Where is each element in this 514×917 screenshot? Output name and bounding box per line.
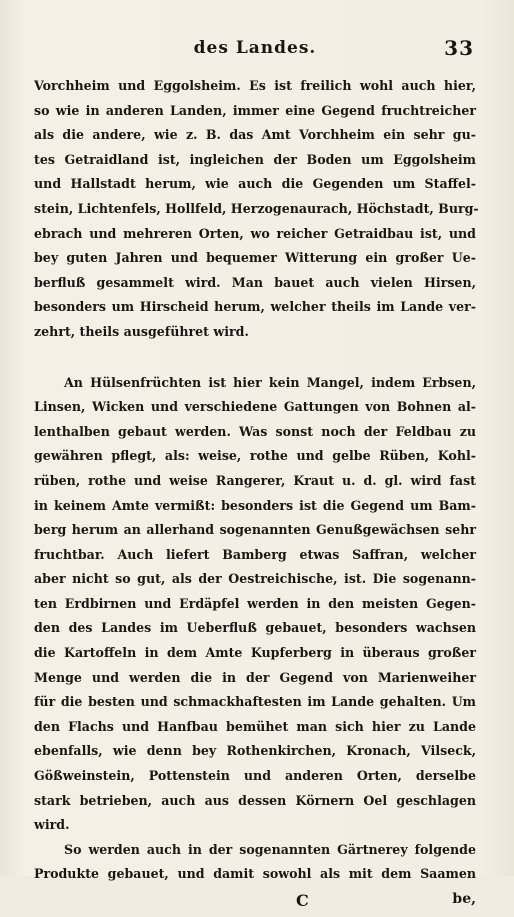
text-line: An Hülsenfrüchten ist hier kein Mangel, indem Erbsen,: [64, 374, 476, 390]
text-line: in keinem Amte vermißt: besonders ist die Gegend um Bam-: [34, 497, 476, 513]
text-line: fruchtbar. Auch liefert Bamberg etwas Saffran, welcher: [34, 546, 476, 562]
paragraph-gap: [34, 345, 476, 371]
text-line: lenthalben gebaut werden. Was sonst noch der Feldbau zu: [34, 423, 476, 439]
text-line: für die besten und schmackhaftesten im Lande gehalten. Um: [34, 694, 476, 710]
text-line: bey guten Jahren und bequemer Witterung ein großer Ue-: [34, 250, 476, 266]
text-line: berfluß gesammelt wird. Man bauet auch vielen Hirsen,: [34, 274, 476, 290]
text-line: tes Getraidland ist, ingleichen der Boden um Eggolsheim: [34, 151, 476, 167]
text-line: den des Landes im Ueberfluß gebauet, besonders wachsen: [34, 620, 476, 636]
text-line: und Hallstadt herum, wie auch die Gegenden um Staffel-: [34, 176, 476, 192]
text-line: Linsen, Wicken und verschiedene Gattungen von Bohnen al-: [34, 399, 476, 415]
text-line: Menge und werden die in der Gegend von Marienweiher: [34, 669, 476, 685]
text-line: ebrach und mehreren Orten, wo reicher Getraidbau ist, und: [34, 225, 476, 241]
text-line: Gößweinstein, Pottenstein und anderen Orten, derselbe: [34, 768, 476, 784]
text-line: den Flachs und Hanfbau bemühet man sich hier zu Lande: [34, 718, 476, 734]
text-line: so wie in anderen Landen, immer eine Gegend fruchtreicher: [34, 102, 476, 118]
running-head: [34, 38, 476, 68]
text-line: ten Erdbirnen und Erdäpfel werden in den meisten Gegen-: [34, 595, 476, 611]
catchword: be,: [452, 891, 476, 907]
text-line: aber nicht so gut, als der Oestreichische, ist. Die sogenann-: [34, 571, 476, 587]
running-title: des Landes.: [193, 38, 317, 58]
body-text: [34, 74, 479, 887]
text-line: Vorchheim und Eggolsheim. Es ist freilich wohl auch hier,: [34, 78, 476, 93]
text-line: gewähren pflegt, als: weise, rothe und gelbe Rüben, Kohl-: [34, 448, 476, 464]
text-line: berg herum an allerhand sogenannten Genußgewächsen sehr: [34, 522, 476, 538]
text-line: Produkte gebauet, und damit sowohl als mit dem Saamen: [34, 866, 476, 882]
text-line: So werden auch in der sogenannten Gärtnerey folgende: [64, 841, 476, 857]
text-line: stein, Lichtenfels, Hollfeld, Herzogenaurach, Höchstadt, Burg-: [34, 200, 479, 216]
paragraph-1: [34, 74, 479, 345]
text-line: wird.: [34, 817, 70, 833]
page-footer: [34, 891, 476, 917]
text-line: rüben, rothe und weise Rangerer, Kraut u. d. gl. wird fast: [34, 472, 476, 488]
text-line: stark betrieben, auch aus dessen Körnern Oel geschlagen: [34, 792, 476, 808]
page-number: 33: [444, 36, 474, 60]
text-line: ebenfalls, wie denn bey Rothenkirchen, Kronach, Vilseck,: [34, 743, 476, 759]
text-line: zehrt, theils ausgeführet wird.: [34, 323, 249, 339]
paragraph-2: [34, 371, 476, 838]
text-line: als die andere, wie z. B. das Amt Vorchheim ein sehr gu-: [34, 127, 476, 143]
text-line: die Kartoffeln in dem Amte Kupferberg in überaus großer: [34, 645, 476, 661]
text-line: besonders um Hirscheid herum, welcher theils im Lande ver-: [34, 299, 476, 315]
paragraph-3: [34, 838, 476, 887]
signature-mark: C: [296, 891, 309, 910]
